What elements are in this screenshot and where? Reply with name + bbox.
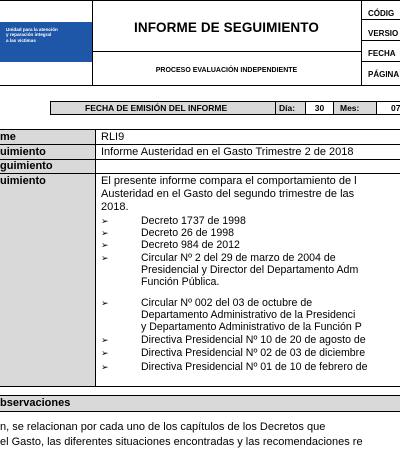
logo-line-3: a las víctimas [6,37,36,43]
objective-line-2: Austeridad en el Gasto del segundo trimestre de las [101,188,355,200]
arrow-bullet-icon: ➢ [101,348,109,358]
page-title: INFORME DE SEGUIMIENTO [134,19,319,35]
list-item-continuation: Función Pública. [141,276,220,288]
objective-line-1: El presente informe compara el comportamiento de l [101,175,357,187]
objective-line-3: 2018. [101,201,129,213]
observations-line-1: n, se relacionan por cada uno de los capítulos de los Decretos que [0,421,326,433]
arrow-bullet-icon: ➢ [101,362,109,372]
day-value: 30 [306,102,333,114]
arrow-bullet-icon: ➢ [101,253,109,263]
objective-label: uimiento [0,175,46,187]
month-label: Mes: [340,103,360,113]
report-name-label: uimiento [0,146,46,158]
arrow-bullet-icon: ➢ [101,335,109,345]
list-item-continuation: Presidencial y Director del Departamento Adm [141,264,359,276]
arrow-bullet-icon: ➢ [101,216,109,226]
arrow-bullet-icon: ➢ [101,228,109,238]
day-label: Día: [279,103,296,113]
logo-area [0,0,92,85]
emission-label: FECHA DE EMISIÓN DEL INFORME [85,103,228,113]
list-item-continuation: y Departamento Administrativo de la Función P [141,321,362,333]
date-label: FECHA [368,49,396,58]
version-label: VERSIO [368,29,399,38]
observations-title: bservaciones [0,397,71,409]
arrow-bullet-icon: ➢ [101,298,109,308]
emission-date-bar [50,101,400,115]
page-label: PÁGINA [368,70,400,79]
logo-line-1: Unidad para la atención [6,27,58,32]
process-subtitle: PROCESO EVALUACIÓN INDEPENDIENTE [155,67,298,74]
arrow-bullet-icon: ➢ [101,240,109,250]
report-code-label: me [0,131,16,143]
observations-line-2: el Gasto, las diferentes situaciones encontradas y las recomendaciones re [0,436,363,448]
followup-label: guimiento [0,160,53,172]
logo-banner [0,22,92,62]
logo-line-2: y reparación integral [6,32,52,38]
list-item-continuation: Departamento Administrativo de la Presidenci [141,309,356,321]
month-value: 07 [377,102,400,114]
code-label: CÓDIG [368,9,395,18]
report-name-value: Informe Austeridad en el Gasto Trimestre 2 de 2018 [101,146,354,158]
report-code-value: RLI9 [101,131,125,143]
